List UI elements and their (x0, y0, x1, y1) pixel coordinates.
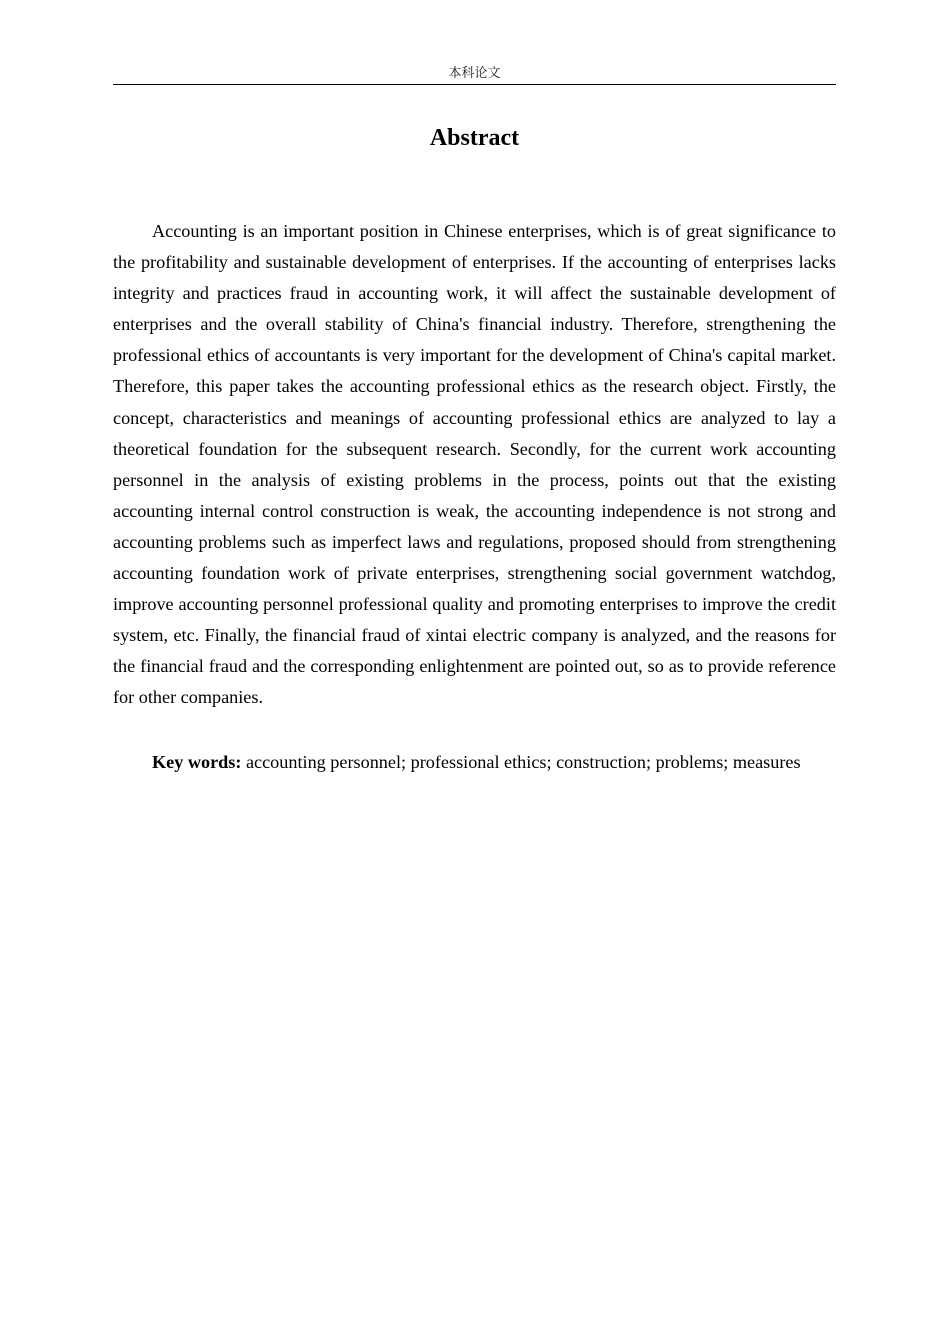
running-header: 本科论文 (113, 64, 836, 85)
abstract-title: Abstract (429, 125, 520, 151)
keywords-text: accounting personnel; professional ethics; construction; problems; measures (245, 752, 801, 772)
abstract-paragraph: Accounting is an important position in Chinese enterprises, which is of great significance to the profitability and sustainable development of enterprises. If the accounting of enterprises lacks integrity and practices fraud in accounting work, it will affect the sustainable development of enterprises and the overall stability of China's financial industry. Therefore, strengthening the professional ethics of accountants is very important for the development of China's capital market. Therefore, this paper takes the accounting professional ethics as the research object. Firstly, the concept, characteristics and meanings of accounting professional ethics are analyzed to lay a theoretical foundation for the subsequent research. Secondly, for the current work accounting personnel in the analysis of existing problems in the process, points out that the existing accounting internal control construction is weak, the accounting independence is not strong and accounting problems such as imperfect laws and regulations, proposed should from strengthening accounting foundation work of private enterprises, strengthening social government watchdog, improve accounting personnel professional quality and promoting enterprises to improve the credit system, etc. Finally, the financial fraud of xintai electric company is analyzed, and the reasons for the financial fraud and the corresponding enlightenment are pointed out, so as to provide reference for other companies. (113, 221, 836, 708)
keywords-line (113, 747, 843, 778)
keywords-label: Key words: (152, 752, 242, 772)
